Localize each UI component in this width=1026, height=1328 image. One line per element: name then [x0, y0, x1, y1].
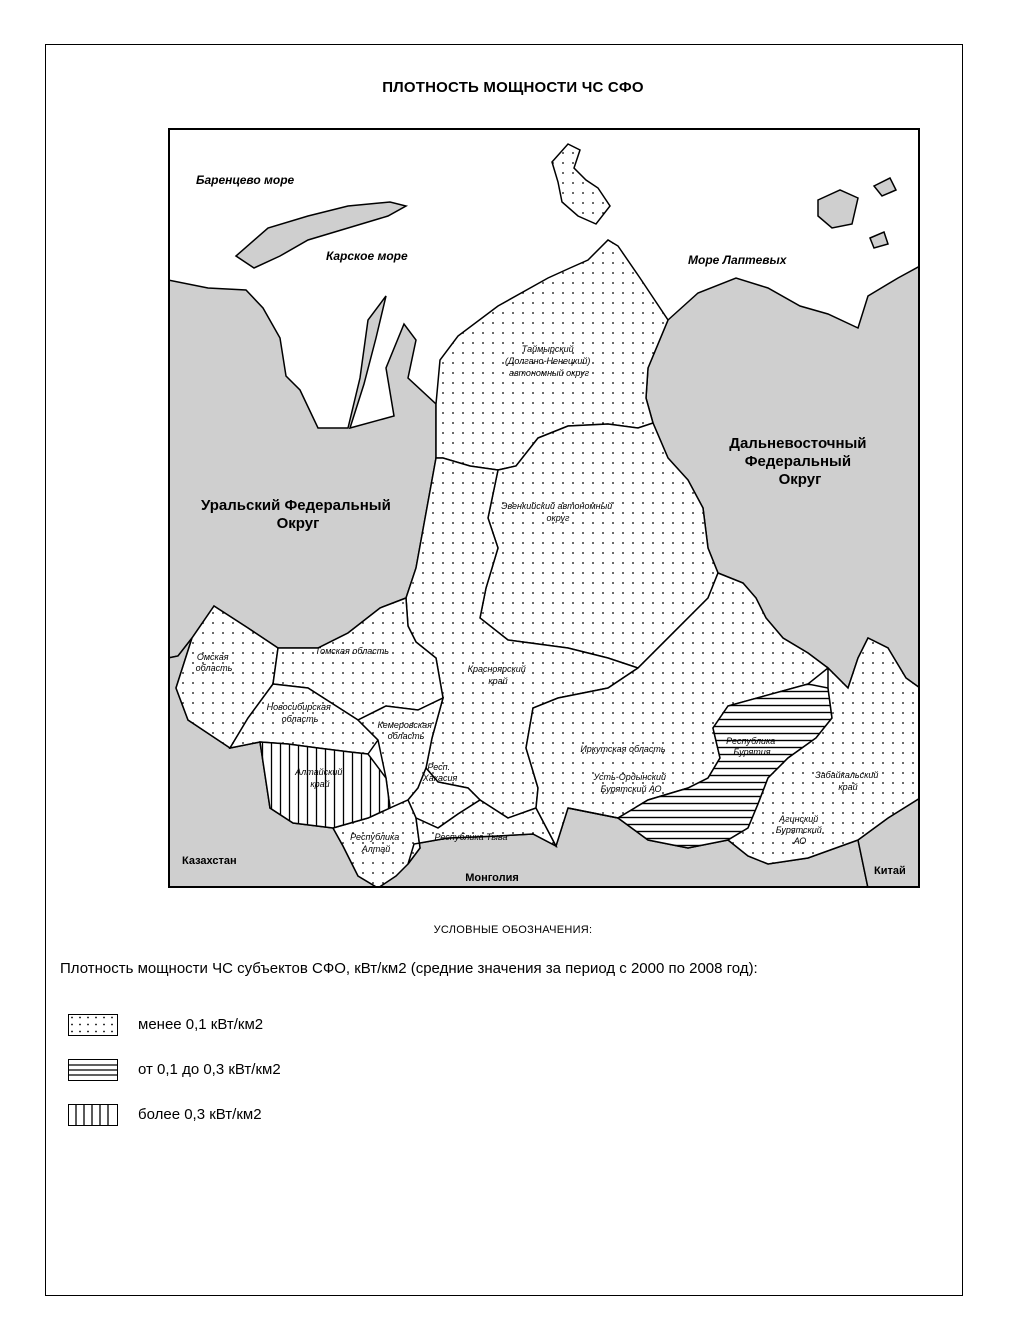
siberia-map	[168, 128, 920, 888]
legend-swatch-dots	[68, 1014, 118, 1036]
label-buryatia: Республика Бурятия	[726, 736, 776, 757]
label-tomsk: Томская область	[314, 646, 390, 656]
label-krasnoyarsk: Красноярский край	[467, 664, 526, 686]
label-altai-krai: Алтайский край	[295, 767, 343, 789]
label-mongolia: Монголия	[465, 872, 519, 884]
label-barents-sea: Баренцево море	[196, 173, 295, 187]
label-far-eastern-fd: Дальневосточный Федеральный Округ	[729, 435, 867, 488]
label-ust-orda: Усть-Ордынский Бурятский АО	[593, 772, 667, 794]
label-taimyr: Таймырский (Долгано-Ненецкий) автономный округ	[505, 344, 591, 378]
legend-caption: УСЛОВНЫЕ ОБОЗНАЧЕНИЯ:	[433, 924, 593, 936]
legend-swatch-horizontal	[68, 1059, 118, 1081]
label-altai-republic: Республика Алтай	[350, 832, 400, 854]
label-khakassia: Респ. Хакасия	[422, 762, 458, 783]
label-kazakhstan: Казахстан	[182, 855, 237, 867]
label-omsk: Омская область	[195, 652, 233, 673]
label-china: Китай	[874, 865, 906, 877]
label-tyva: Республика Тыва	[434, 832, 508, 842]
label-laptev-sea: Море Лаптевых	[688, 253, 787, 267]
legend-label-dots: менее 0,1 кВт/км2	[138, 1016, 264, 1033]
legend-swatch-vertical	[68, 1104, 118, 1126]
legend-label-vertical: более 0,3 кВт/км2	[138, 1106, 262, 1123]
label-zabaikalsky: Забайкальский край	[815, 770, 879, 792]
label-kemerovo: Кемеровская область	[377, 720, 432, 741]
label-irkutsk: Иркутская область	[580, 744, 666, 754]
legend-label-horizontal: от 0,1 до 0,3 кВт/км2	[138, 1061, 281, 1078]
label-ural-fd: Уральский Федеральный Округ	[200, 497, 391, 532]
label-novosibirsk: Новосибирская область	[266, 702, 331, 724]
legend-description: Плотность мощности ЧС субъектов СФО, кВт/км2 (средние значения за период с 2000 по 2008 год):	[60, 960, 758, 977]
label-kara-sea: Карское море	[326, 249, 408, 263]
label-aginsky: Агинский Бурятский АО	[775, 814, 822, 846]
label-evenk: Эвенкийский автономный округ	[501, 501, 613, 523]
map-title: ПЛОТНОСТЬ МОЩНОСТИ ЧС СФО	[382, 79, 644, 96]
